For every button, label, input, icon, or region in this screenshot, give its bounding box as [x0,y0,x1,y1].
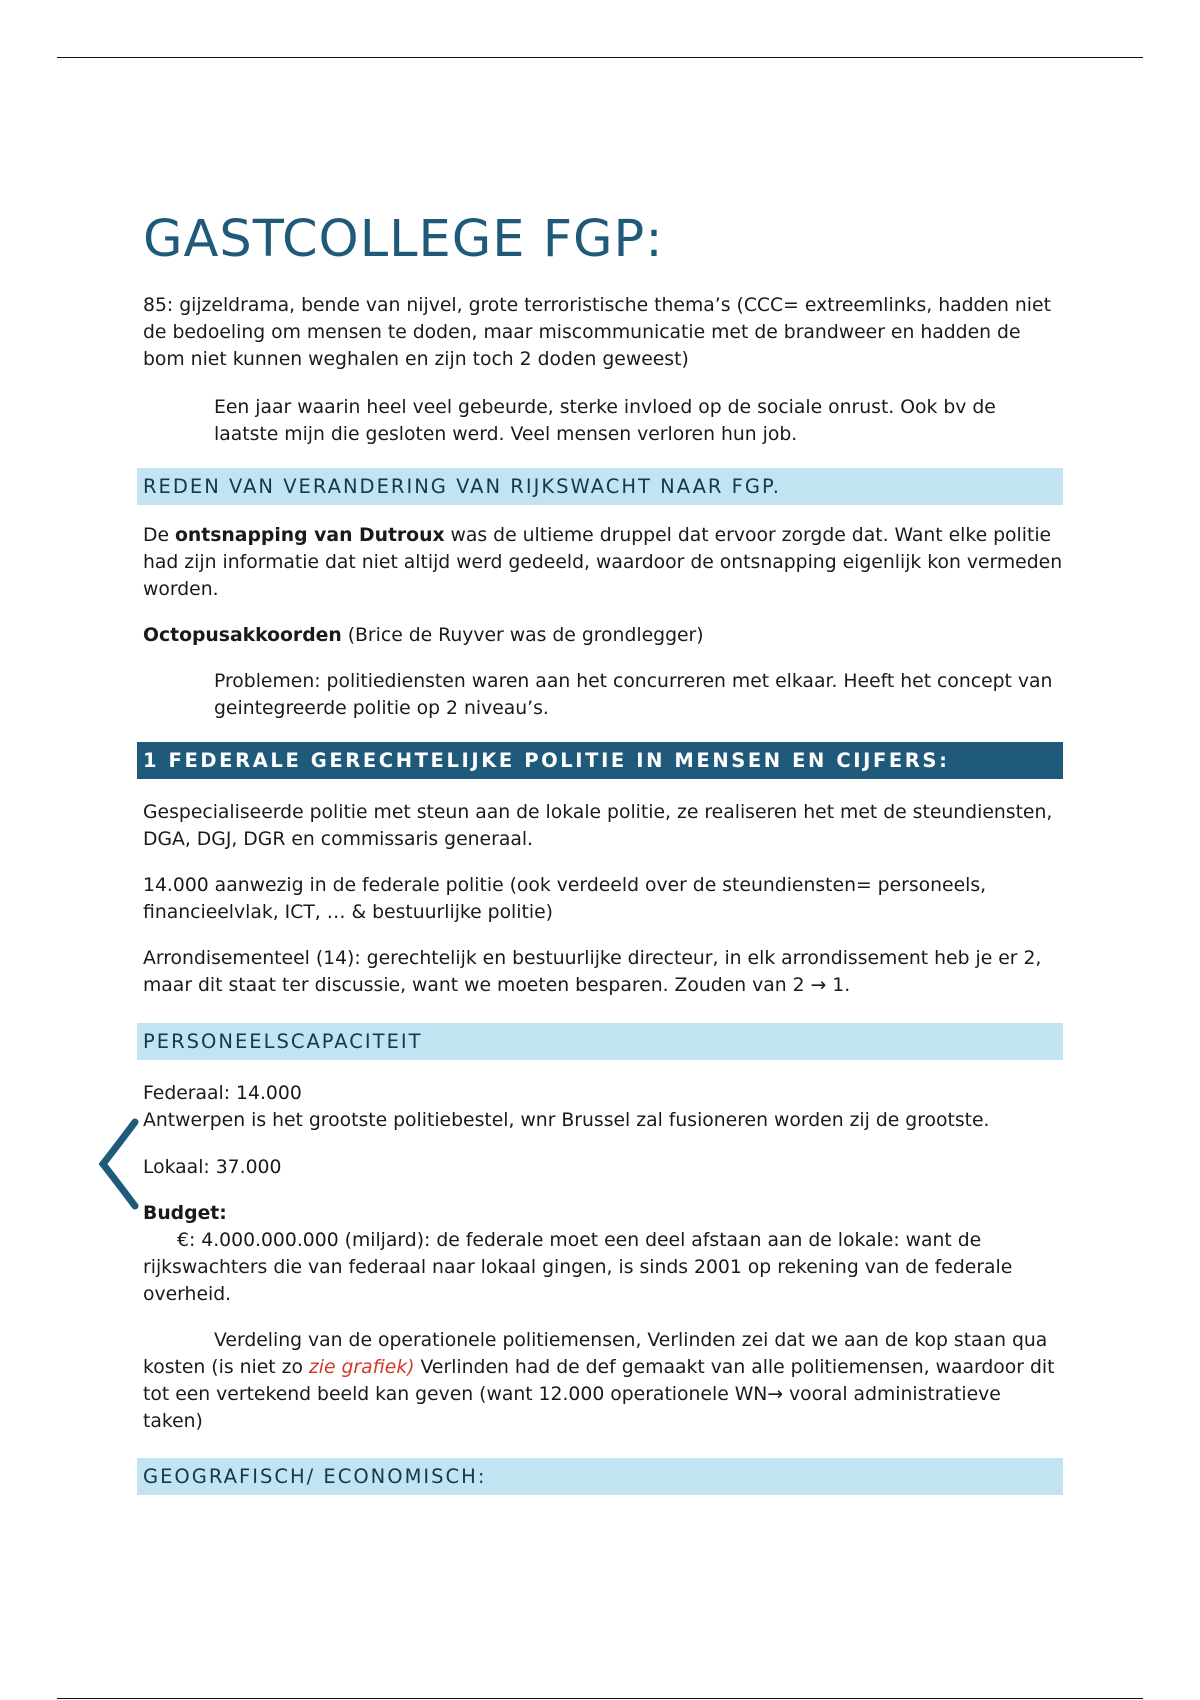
octopus-bold: Octopusakkoorden [143,625,342,646]
section-heading-reden: REDEN VAN VERANDERING VAN RIJKSWACHT NAAR FGP. [137,468,1063,505]
section-heading-fgp: 1 FEDERALE GERECHTELIJKE POLITIE IN MENSEN EN CIJFERS: [137,742,1063,779]
lokaal-line: Lokaal: 37.000 [143,1157,282,1178]
dutroux-bold: ontsnapping van Dutroux [175,525,445,546]
section-heading-personeel: PERSONEELSCAPACITEIT [137,1023,1063,1060]
section-heading-geografisch: GEOGRAFISCH/ ECONOMISCH: [137,1458,1063,1495]
left-bracket-icon [95,1118,141,1210]
footer-rule [57,1698,1143,1699]
page-title: GASTCOLLEGE FGP: [143,210,664,269]
problemen-paragraph: Problemen: politiediensten waren aan het concurreren met elkaar. Heeft het concept van geintegreerde politie op 2 niveau’s. [214,671,1053,719]
antwerpen-line: Antwerpen is het grootste politiebestel, wnr Brussel zal fusioneren worden zij de grootste. [143,1110,990,1131]
budget-label: Budget: [143,1203,227,1224]
budget-paragraph: €: 4.000.000.000 (miljard): de federale moet een deel afstaan aan de lokale: want de rijkswachters die van federaal naar lokaal gingen, is sinds 2001 op rekening van de federale overheid. [143,1230,1013,1305]
arrondisementeel-paragraph: Arrondisementeel (14): gerechtelijk en bestuurlijke directeur, in elk arrondissement heb je er 2, maar dit staat ter discussie, want we moeten besparen. Zouden van 2 → 1. [143,948,1042,996]
federale-count-paragraph: 14.000 aanwezig in de federale politie (ook verdeeld over de steundiensten= personeels, financieelvlak, ICT, … & bestuurlijke politie) [143,875,987,923]
document-body [143,210,1063,1495]
verdeling-paragraph: Verdeling van de operationele politiemensen, Verlinden zei dat we aan de kop staan qua kosten (is niet zo zie grafiek) Verlinden had de def gemaakt van alle politiemensen, waardoor dit tot een vertekend beeld kan geven (want 12.000 operationele WN→ vooral administratieve taken) [143,1330,1055,1432]
federaal-line: Federaal: 14.000 [143,1083,302,1104]
zie-grafiek-link: zie grafiek) [308,1357,415,1378]
intro-paragraph: 85: gijzeldrama, bende van nijvel, grote terroristische thema’s (CCC= extreemlinks, hadden niet de bedoeling om mensen te doden, maar miscommunicatie met de brandweer en hadden de bom niet kunnen weghalen en zijn toch 2 doden geweest) [143,295,1051,370]
dutroux-paragraph: De ontsnapping van Dutroux was de ultieme druppel dat ervoor zorgde dat. Want elke politie had zijn informatie dat niet altijd werd gedeeld, waardoor de ontsnapping eigenlijk kon vermeden worden. [143,525,1063,600]
gespecialiseerde-paragraph: Gespecialiseerde politie met steun aan de lokale politie, ze realiseren het met de steundiensten, DGA, DGJ, DGR en commissaris generaal. [143,802,1053,850]
octopus-paragraph: Octopusakkoorden (Brice de Ruyver was de grondlegger) [143,625,704,646]
intro-indented-paragraph: Een jaar waarin heel veel gebeurde, sterke invloed op de sociale onrust. Ook bv de laatste mijn die gesloten werd. Veel mensen verloren hun job. [214,397,996,445]
header-rule [57,57,1143,58]
